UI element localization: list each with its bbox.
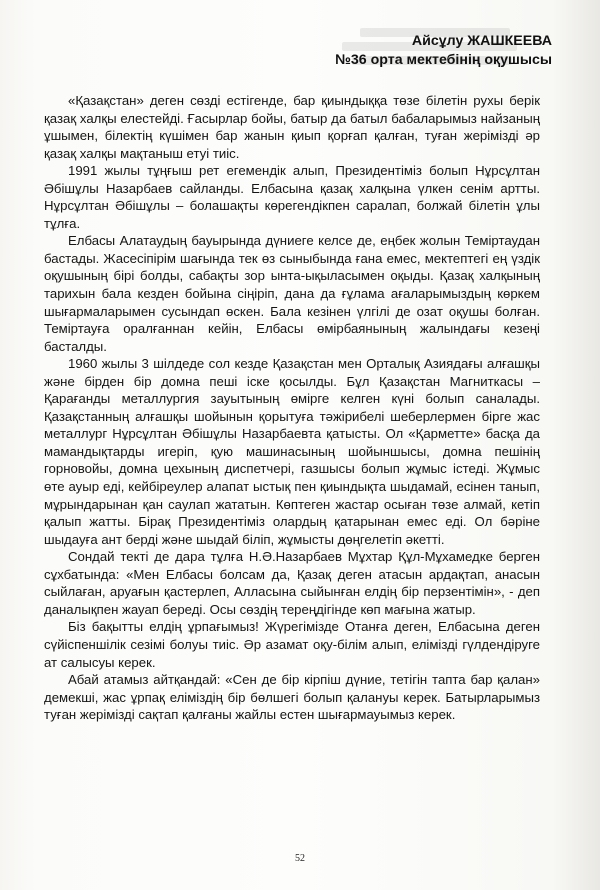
paragraph: 1991 жылы тұңғыш рет егемендік алып, Президентіміз болып Нұрсұлтан Әбішұлы Назарбаев сайланды. Елбасына қазақ халқына үлкен сенім артты. Нұрсұлтан Әбішұлы – болашақты көрегендікпен саралап, болжай білетін ұлы тұлға. — [44, 163, 540, 231]
paragraph: 1960 жылы 3 шілдеде сол кезде Қазақстан мен Орталық Азиядағы алғашқы және бірден бір домна пеші іске қосылды. Бұл Қазақстан Магниткасы – Қарағанды металлургия зауытының өмірге келген күні болып саналады. Қазақстанның алғашқы шойынын қорытуға тәжірибелі шеберлермен бірге жас металлург Нұрсұлтан Әбішұлы Назарбаевта қатысты. Ол «Қарметте» басқа да мамандықтарды игеріп, қую машинасының шойыншысы, домна пешінің горновойы, домна цехының диспетчері, газшысы болып жұмыс істеді. Жұмыс өте ауыр еді, кейбіреулер алапат ыстық пен қиындықта шыдамай, есінен танып, мұрындарынан қан саулап жататын. Көптеген жастар осыған төзе алмай, кетіп қалып жатты. Бірақ Президентіміз олардың қатарынан емес еді. Ол бәріне шыдауға ант берді және шыдай біліп, жұмысты дөңгелетіп әкетті. — [44, 356, 540, 547]
author-block — [335, 32, 552, 70]
article-body — [44, 92, 540, 724]
paragraph: Елбасы Алатаудың бауырында дүниеге келсе де, еңбек жолын Теміртаудан бастады. Жасесіпірім шағында тек өз сыныбында ғана емес, мектептегі ең үздік оқушының бірі болды, сабақты зор ынта-ықыласымен оқыды. Қазақ халқының тарихын бала кезден бойына сіңіріп, дана да ғұлама ағаларымыздың көркем шығармаларымен сусындап өскен. Бала кезінен үлгілі де озат оқушы болған. Теміртауға оралғаннан кейін, Елбасы өмірбаянының жалындағы кезеңі басталды. — [44, 233, 540, 354]
paragraph: Абай атамыз айтқандай: «Сен де бір кірпіш дүние, тетігін тапта бар қалан» демекші, жас ұрпақ еліміздің бір бөлшегі болып қалануы керек. Батырларымыз туған жерімізді сақтап қалғаны жайлы естен шығармауымыз керек. — [44, 672, 540, 723]
paragraph: Біз бақытты елдің ұрпағымыз! Жүрегімізде Отанға деген, Елбасына деген сүйіспеншілік сезімі болуы тиіс. Әр азамат оқу-білім алып, елімізді гүлдендіруге ат салысуы керек. — [44, 619, 540, 670]
paragraph: Сондай текті де дара тұлға Н.Ә.Назарбаев Мұхтар Құл-Мұхамедке берген сұхбатында: «Мен Елбасы болсам да, Қазақ деген атасын ардақтап, анасын сыйлаған, аруағын қастерлеп, Алласына сыйынған елдің бір перзентімін», - деп даналықпен жауап береді. Осы сөздің тереңдігінде көп мағына жатыр. — [44, 549, 540, 617]
page-number: 52 — [295, 853, 305, 864]
author-name: Айсұлу ЖАШКЕЕВА — [411, 33, 552, 49]
paragraph: «Қазақстан» деген сөзді естігенде, бар қиындыққа төзе білетін рухы берік қазақ халқы елестейді. Ғасырлар бойы, батыр да батыл бабаларымыз найзаның ұшымен, білектің күшімен бар жанын қиып қорғап қалған, туған жерімізді әр қазақ халқы мақтаныш етуі тиіс. — [44, 93, 540, 161]
author-role: №36 орта мектебінің оқушысы — [335, 52, 552, 68]
